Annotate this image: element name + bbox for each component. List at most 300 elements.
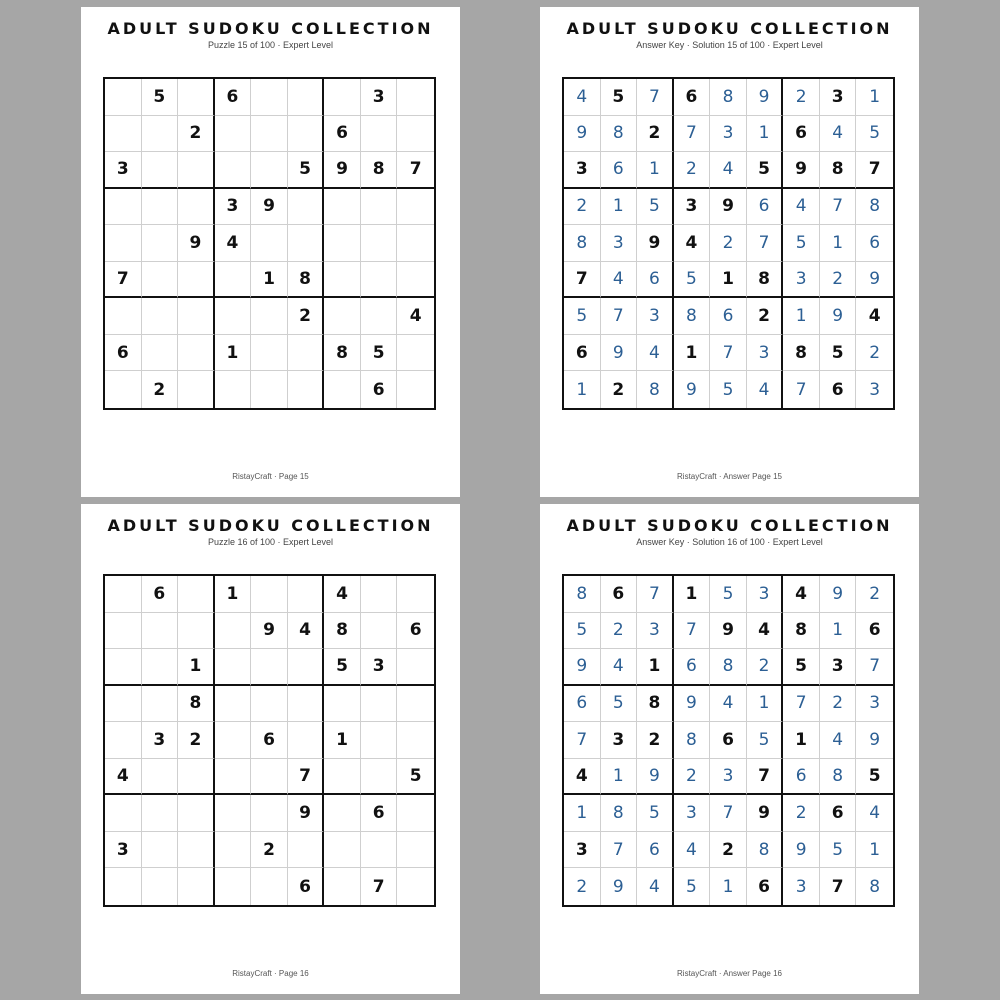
sudoku-cell [215,868,252,905]
sudoku-cell: 8 [564,576,601,613]
sudoku-cell [105,795,142,832]
sudoku-cell: 1 [856,832,893,869]
sudoku-cell [251,371,288,408]
sudoku-cell: 4 [856,298,893,335]
sudoku-cell: 1 [783,722,820,759]
sudoku-cell: 6 [397,613,434,650]
sudoku-cell: 5 [674,868,711,905]
sudoku-cell: 9 [747,79,784,116]
sudoku-cell: 1 [674,576,711,613]
sudoku-cell: 8 [288,262,325,299]
sudoku-cell: 5 [637,189,674,226]
sudoku-cell: 4 [783,189,820,226]
sudoku-cell: 5 [820,335,857,372]
sudoku-cell [251,79,288,116]
sudoku-cell: 8 [820,759,857,796]
sudoku-cell: 3 [747,576,784,613]
page-subtitle: Answer Key · Solution 16 of 100 · Expert Level [636,537,823,547]
sudoku-cell: 1 [251,262,288,299]
sudoku-cell: 7 [564,262,601,299]
sudoku-cell: 7 [747,225,784,262]
sudoku-cell [178,868,215,905]
sudoku-cell: 1 [820,225,857,262]
sudoku-cell: 4 [637,335,674,372]
sudoku-cell: 3 [105,832,142,869]
sudoku-cell [251,868,288,905]
sudoku-cell: 7 [105,262,142,299]
sudoku-cell [215,262,252,299]
sudoku-cell: 4 [215,225,252,262]
sudoku-grid [103,77,436,410]
sudoku-cell: 4 [710,686,747,723]
sudoku-cell: 2 [856,335,893,372]
sudoku-cell: 7 [783,686,820,723]
sudoku-cell: 2 [783,795,820,832]
sudoku-cell: 7 [637,79,674,116]
sudoku-cell [142,298,179,335]
sudoku-cell: 2 [710,225,747,262]
sudoku-cell: 8 [674,722,711,759]
page-subtitle: Puzzle 16 of 100 · Expert Level [207,537,334,547]
sudoku-cell: 6 [747,868,784,905]
sudoku-cell: 6 [783,116,820,153]
sudoku-cell: 6 [674,79,711,116]
sudoku-cell: 6 [820,795,857,832]
sudoku-cell [142,335,179,372]
sudoku-cell [251,576,288,613]
sudoku-cell: 7 [820,189,857,226]
sudoku-cell: 9 [251,189,288,226]
sudoku-cell: 6 [856,225,893,262]
sudoku-cell: 1 [178,649,215,686]
sudoku-cell: 5 [564,298,601,335]
sudoku-cell: 6 [324,116,361,153]
sudoku-grid [562,77,895,410]
sudoku-cell [215,795,252,832]
sudoku-cell: 9 [601,868,638,905]
sudoku-cell [105,576,142,613]
sudoku-cell [397,649,434,686]
page-subtitle: Answer Key · Solution 15 of 100 · Expert Level [636,40,823,50]
sudoku-cell: 3 [564,152,601,189]
sudoku-cell [215,759,252,796]
sudoku-cell: 2 [820,262,857,299]
sudoku-cell: 7 [674,613,711,650]
sudoku-cell: 5 [710,371,747,408]
sudoku-cell [251,116,288,153]
sudoku-cell: 6 [361,795,398,832]
sudoku-cell: 7 [856,649,893,686]
sudoku-cell: 6 [361,371,398,408]
sudoku-cell [361,576,398,613]
sudoku-cell: 8 [710,79,747,116]
sudoku-cell [215,371,252,408]
sudoku-cell: 5 [674,262,711,299]
sudoku-cell [361,686,398,723]
sudoku-cell [397,116,434,153]
sudoku-cell: 8 [324,335,361,372]
page-subtitle: Puzzle 15 of 100 · Expert Level [207,40,334,50]
sudoku-cell: 6 [710,298,747,335]
sudoku-cell [178,759,215,796]
sudoku-cell: 5 [783,649,820,686]
sudoku-cell [178,832,215,869]
sudoku-cell [251,686,288,723]
sudoku-cell [288,116,325,153]
sudoku-cell: 4 [747,371,784,408]
sudoku-cell: 5 [324,649,361,686]
sudoku-cell [397,686,434,723]
sudoku-cell: 9 [820,298,857,335]
sudoku-cell: 1 [601,189,638,226]
sudoku-cell [178,189,215,226]
sudoku-cell: 4 [601,262,638,299]
sudoku-cell: 4 [324,576,361,613]
sudoku-cell: 1 [564,795,601,832]
sudoku-cell [215,613,252,650]
sudoku-cell: 5 [361,335,398,372]
page-title: ADULT SUDOKU COLLECTION [566,19,893,38]
sudoku-cell: 2 [783,79,820,116]
sudoku-cell: 8 [324,613,361,650]
sudoku-cell: 3 [215,189,252,226]
sudoku-cell [397,868,434,905]
sudoku-cell [361,613,398,650]
sudoku-cell [324,371,361,408]
sudoku-cell: 4 [820,722,857,759]
sudoku-cell [251,759,288,796]
sudoku-cell: 8 [783,613,820,650]
sudoku-cell: 2 [251,832,288,869]
sudoku-cell: 2 [674,152,711,189]
sudoku-cell: 6 [710,722,747,759]
sudoku-cell: 9 [820,576,857,613]
sudoku-cell: 4 [564,759,601,796]
sudoku-cell: 4 [288,613,325,650]
sudoku-cell: 4 [601,649,638,686]
sudoku-cell: 8 [637,371,674,408]
sudoku-cell [142,262,179,299]
sudoku-cell [324,189,361,226]
sudoku-cell: 5 [564,613,601,650]
sudoku-cell: 1 [820,613,857,650]
sudoku-cell: 3 [601,225,638,262]
sudoku-cell [251,152,288,189]
sudoku-cell: 5 [142,79,179,116]
sudoku-cell: 1 [324,722,361,759]
sudoku-cell [361,225,398,262]
sudoku-cell: 8 [710,649,747,686]
sudoku-cell [361,298,398,335]
sudoku-cell [361,189,398,226]
sudoku-cell: 6 [601,152,638,189]
sudoku-cell: 9 [710,189,747,226]
page-title: ADULT SUDOKU COLLECTION [107,19,434,38]
sudoku-cell: 8 [601,116,638,153]
sudoku-cell: 1 [637,152,674,189]
sudoku-cell [397,576,434,613]
sudoku-cell: 6 [105,335,142,372]
sudoku-cell [288,225,325,262]
sudoku-cell: 9 [637,759,674,796]
sudoku-cell [288,189,325,226]
sudoku-cell: 7 [710,795,747,832]
sudoku-cell: 8 [674,298,711,335]
sudoku-cell [142,649,179,686]
sudoku-cell: 8 [178,686,215,723]
sudoku-cell: 2 [564,189,601,226]
sudoku-cell: 1 [637,649,674,686]
sudoku-cell [288,79,325,116]
sudoku-cell: 8 [361,152,398,189]
sudoku-grid [562,574,895,907]
sudoku-cell [142,116,179,153]
answer-page-16 [540,504,919,994]
sudoku-cell: 2 [820,686,857,723]
sudoku-cell: 2 [178,722,215,759]
sudoku-cell: 2 [564,868,601,905]
page-footer: RistayCraft · Answer Page 16 [677,969,782,978]
sudoku-cell: 5 [747,152,784,189]
sudoku-cell: 7 [397,152,434,189]
sudoku-cell [251,649,288,686]
sudoku-cell: 3 [820,649,857,686]
sudoku-cell: 8 [783,335,820,372]
sudoku-cell [397,795,434,832]
sudoku-cell: 3 [674,189,711,226]
sudoku-cell: 8 [747,262,784,299]
sudoku-cell [288,686,325,723]
sudoku-cell [397,832,434,869]
sudoku-cell [397,371,434,408]
sudoku-cell: 3 [783,262,820,299]
sudoku-cell: 9 [288,795,325,832]
sudoku-cell: 3 [820,79,857,116]
sudoku-grid [103,574,436,907]
sudoku-cell [178,298,215,335]
sudoku-cell: 1 [564,371,601,408]
sudoku-cell: 4 [397,298,434,335]
sudoku-cell: 4 [783,576,820,613]
sudoku-cell: 1 [215,335,252,372]
sudoku-cell [142,832,179,869]
sudoku-cell: 9 [710,613,747,650]
sudoku-cell: 6 [251,722,288,759]
puzzle-page-16 [81,504,460,994]
sudoku-cell [361,116,398,153]
sudoku-cell: 4 [747,613,784,650]
sudoku-cell: 9 [747,795,784,832]
sudoku-cell: 3 [783,868,820,905]
sudoku-cell: 3 [674,795,711,832]
sudoku-cell [288,576,325,613]
sudoku-cell: 2 [747,649,784,686]
sudoku-cell: 6 [637,262,674,299]
sudoku-cell: 5 [856,759,893,796]
sudoku-cell: 4 [710,152,747,189]
sudoku-cell [251,225,288,262]
sudoku-cell: 3 [747,335,784,372]
sudoku-cell: 4 [564,79,601,116]
sudoku-cell [288,832,325,869]
sudoku-cell: 8 [747,832,784,869]
sudoku-cell: 3 [869,379,881,400]
sudoku-cell [142,868,179,905]
sudoku-cell: 6 [674,649,711,686]
sudoku-cell: 3 [637,298,674,335]
sudoku-cell [105,116,142,153]
sudoku-cell [324,795,361,832]
sudoku-cell: 8 [601,795,638,832]
sudoku-cell: 4 [105,759,142,796]
sudoku-cell [397,262,434,299]
sudoku-cell [251,335,288,372]
sudoku-cell: 4 [674,832,711,869]
sudoku-cell: 9 [783,832,820,869]
sudoku-cell: 1 [674,335,711,372]
sudoku-cell [142,152,179,189]
sudoku-cell: 6 [783,759,820,796]
sudoku-cell: 1 [747,686,784,723]
sudoku-cell [178,576,215,613]
page-footer: RistayCraft · Page 15 [232,472,309,481]
sudoku-cell [215,832,252,869]
sudoku-cell [215,298,252,335]
sudoku-cell: 7 [564,722,601,759]
sudoku-cell: 5 [397,759,434,796]
sudoku-cell: 2 [856,576,893,613]
sudoku-cell: 5 [637,795,674,832]
sudoku-cell: 2 [601,371,638,408]
sudoku-cell [105,613,142,650]
sudoku-cell: 9 [856,262,893,299]
sudoku-cell [288,722,325,759]
sudoku-cell: 3 [601,722,638,759]
sudoku-cell [215,722,252,759]
sudoku-cell [397,225,434,262]
sudoku-cell: 6 [142,576,179,613]
sudoku-cell [251,795,288,832]
sudoku-cell: 5 [710,576,747,613]
sudoku-cell: 6 [820,371,857,408]
sudoku-cell: 4 [637,868,674,905]
sudoku-cell [178,613,215,650]
sudoku-cell [324,868,361,905]
sudoku-cell [361,262,398,299]
sudoku-cell [324,225,361,262]
sudoku-cell: 5 [856,116,893,153]
sudoku-cell: 9 [564,116,601,153]
sudoku-cell: 9 [783,152,820,189]
sudoku-cell: 7 [710,335,747,372]
sudoku-cell: 1 [783,298,820,335]
sudoku-cell: 8 [820,152,857,189]
sudoku-cell [397,79,434,116]
sudoku-cell [251,298,288,335]
sudoku-cell: 2 [288,298,325,335]
sudoku-cell [142,189,179,226]
sudoku-cell: 1 [856,79,893,116]
sudoku-cell: 7 [747,759,784,796]
sudoku-cell [361,722,398,759]
sudoku-cell: 2 [674,759,711,796]
sudoku-cell [397,335,434,372]
sudoku-cell [324,686,361,723]
sudoku-cell [361,759,398,796]
sudoku-cell: 1 [710,262,747,299]
sudoku-cell: 6 [288,868,325,905]
sudoku-cell: 9 [674,686,711,723]
sudoku-cell [215,686,252,723]
sudoku-cell [178,262,215,299]
sudoku-cell [178,335,215,372]
sudoku-cell [142,795,179,832]
sudoku-cell [178,371,215,408]
sudoku-cell: 9 [178,225,215,262]
sudoku-cell: 6 [564,686,601,723]
sudoku-cell: 2 [601,613,638,650]
sudoku-cell: 5 [820,832,857,869]
sudoku-cell: 1 [601,759,638,796]
sudoku-cell: 2 [142,371,179,408]
sudoku-cell: 9 [637,225,674,262]
sudoku-cell [142,613,179,650]
page-footer: RistayCraft · Answer Page 15 [677,472,782,481]
sudoku-cell: 6 [564,335,601,372]
sudoku-cell: 7 [783,371,820,408]
sudoku-cell: 8 [564,225,601,262]
sudoku-cell: 7 [288,759,325,796]
sudoku-cell: 3 [710,116,747,153]
sudoku-cell [361,832,398,869]
sudoku-cell: 3 [361,79,398,116]
sudoku-cell: 2 [637,722,674,759]
sudoku-cell: 7 [601,832,638,869]
sudoku-cell: 4 [820,116,857,153]
page-footer: RistayCraft · Page 16 [232,969,309,978]
sudoku-cell: 3 [564,832,601,869]
sudoku-cell [105,298,142,335]
sudoku-cell [288,335,325,372]
sudoku-cell: 6 [601,576,638,613]
sudoku-cell [215,116,252,153]
sudoku-cell: 5 [601,79,638,116]
sudoku-cell [105,649,142,686]
sudoku-cell: 2 [747,298,784,335]
sudoku-cell [105,686,142,723]
sudoku-cell [397,189,434,226]
sudoku-cell: 6 [637,832,674,869]
sudoku-cell: 3 [105,152,142,189]
sudoku-cell: 2 [637,116,674,153]
sudoku-cell: 2 [178,116,215,153]
sudoku-cell: 2 [710,832,747,869]
sudoku-cell: 9 [251,613,288,650]
sudoku-cell: 1 [215,576,252,613]
sudoku-cell: 5 [747,722,784,759]
sudoku-cell [324,832,361,869]
sudoku-cell [142,225,179,262]
sudoku-cell [178,79,215,116]
sudoku-cell [215,152,252,189]
sudoku-cell [105,79,142,116]
sudoku-cell: 9 [601,335,638,372]
puzzle-page-15 [81,7,460,497]
sudoku-cell [215,649,252,686]
page-title: ADULT SUDOKU COLLECTION [107,516,434,535]
sudoku-cell: 8 [869,876,881,897]
sudoku-cell [397,722,434,759]
